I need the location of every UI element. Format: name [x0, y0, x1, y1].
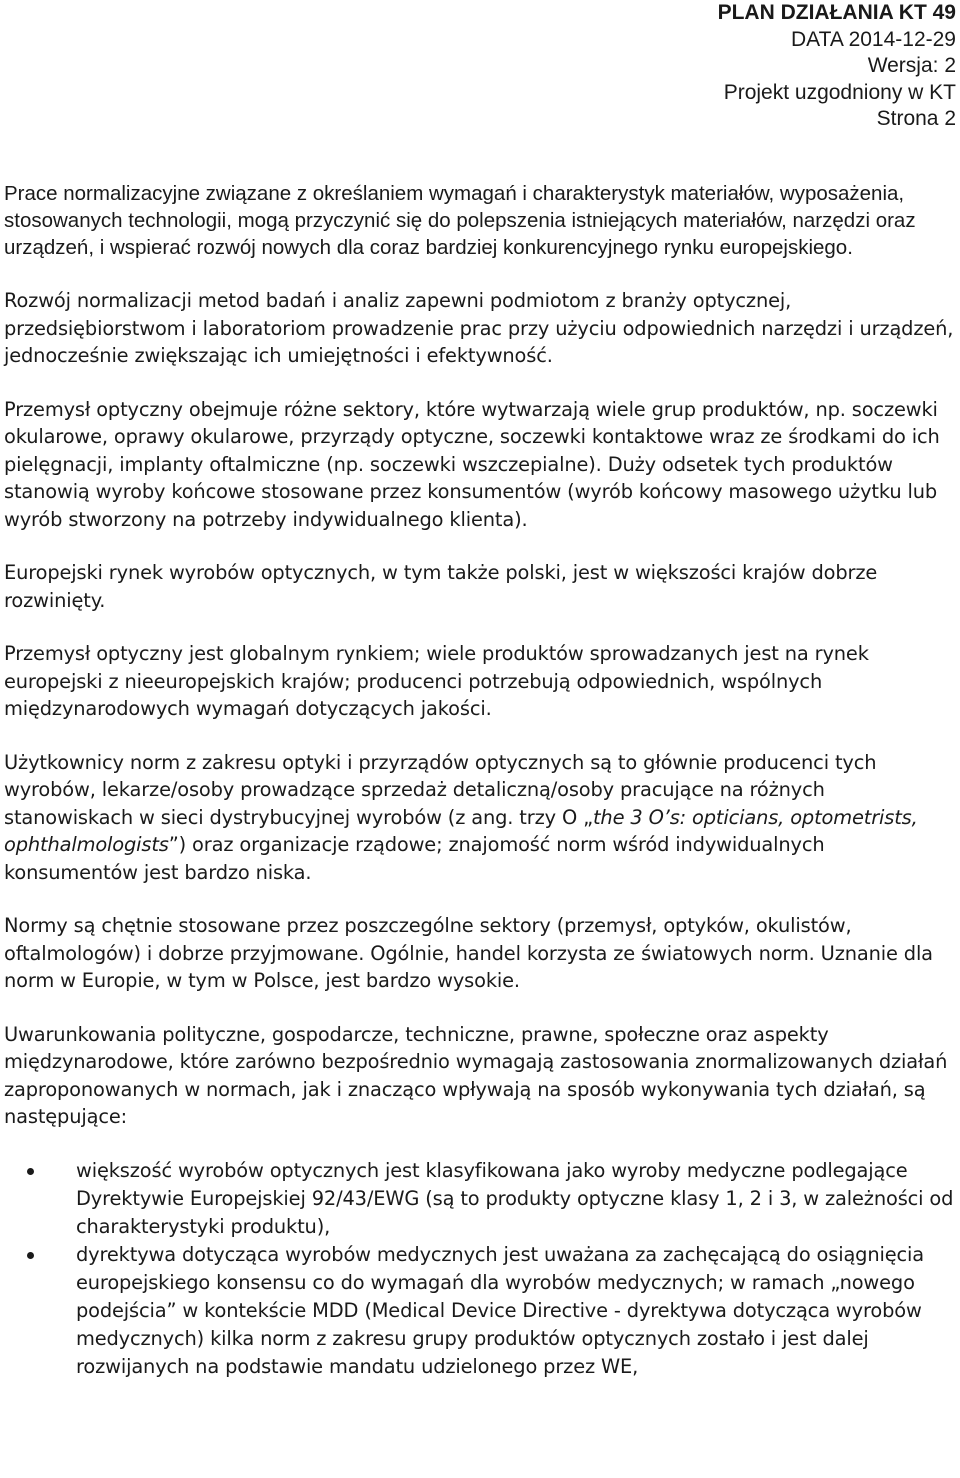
bullet-icon [27, 1252, 34, 1259]
document-body [4, 180, 958, 1381]
paragraph-standard-users-part2: ”) oraz organizacje rządowe; znajomość norm wśród indywidualnych konsumentów jest bardzo niska. [4, 833, 825, 884]
bullet-icon [27, 1168, 34, 1175]
list-item [4, 1157, 958, 1241]
paragraph-standardization-work: Prace normalizacyjne związane z określaniem wymagań i charakterystyk materiałów, wyposażenia, stosowanych technologii, mogą przyczynić się do polepszenia istniejących materiałów, narzędzi oraz urządzeń, i wspierać rozwój nowych dla coraz bardziej konkurencyjnego rynku europejskiego. [4, 182, 916, 259]
document-status: Projekt uzgodniony w KT [723, 80, 956, 104]
paragraph-test-methods: Rozwój normalizacji metod badań i analiz zapewni podmiotom z branży optycznej, przedsiębiorstwom i laboratoriom prowadzenie prac przy użyciu odpowiednich narzędzi i urządzeń, jednocześnie zwiększając ich umiejętności i efektywność. [4, 289, 954, 367]
list-item [4, 1241, 958, 1381]
paragraph-standard-users [4, 749, 958, 887]
list-item-text: dyrektywa dotycząca wyrobów medycznych jest uważana za zachęcającą do osiągnięcia europejskiego konsensu co do wymagań dla wyrobów medycznych; w ramach „nowego podejścia” w kontekście MDD (Medical Device Directive - dyrektywa dotycząca wyrobów medycznych) kilka norm z zakresu grupy produktów optycznych zostało i jest dalej rozwijanych na podstawie mandatu udzielonego przez WE, [76, 1242, 924, 1378]
paragraph-standard-adoption: Normy są chętnie stosowane przez poszczególne sektory (przemysł, optyków, okulistów, oftalmologów) i dobrze przyjmowane. Ogólnie, handel korzysta ze światowych norm. Uznanie dla norm w Europie, w tym w Polsce, jest bardzo wysokie. [4, 914, 933, 992]
paragraph-optical-industry-sectors: Przemysł optyczny obejmuje różne sektory, które wytwarzają wiele grup produktów, np. soczewki okularowe, oprawy okularowe, przyrządy optyczne, soczewki kontaktowe wraz ze środkami do ich pielęgnacji, implanty oftalmiczne (np. soczewki wszczepialne). Duży odsetek tych produktów stanowią wyroby końcowe stosowane przez konsumentów (wyrób końcowy masowego użytku lub wyrób stworzony na potrzeby indywidualnego klienta). [4, 397, 940, 531]
document-version: Wersja: 2 [867, 54, 956, 77]
paragraph-global-market: Przemysł optyczny jest globalnym rynkiem; wiele produktów sprowadzanych jest na rynek europejski z nieeuropejskich krajów; producenci potrzebują odpowiednich, wspólnych międzynarodowych wymagań dotyczących jakości. [4, 642, 869, 720]
list-item-text: większość wyrobów optycznych jest klasyfikowana jako wyroby medyczne podlegające Dyrektywie Europejskiej 92/43/EWG (są to produkty optyczne klasy 1, 2 i 3, w zależności od charakterystyki produktu), [76, 1158, 954, 1238]
page-number: Strona 2 [876, 107, 956, 130]
paragraph-european-market: Europejski rynek wyrobów optycznych, w tym także polski, jest w większości krajów dobrze rozwinięty. [4, 561, 878, 612]
document-header [718, 0, 956, 133]
document-date: DATA 2014-12-29 [791, 27, 956, 51]
conditions-list [4, 1157, 958, 1381]
paragraph-conditions-intro: Uwarunkowania polityczne, gospodarcze, techniczne, prawne, społeczne oraz aspekty międzynarodowe, które zarówno bezpośrednio wymagają zastosowania znormalizowanych działań zaproponowanych w normach, jak i znacząco wpływają na sposób wykonywania tych działań, są następujące: [4, 1022, 948, 1128]
paragraph-standard-users-part1: Użytkownicy norm z zakresu optyki i przyrządów optycznych są to głównie producenci tych wyrobów, lekarze/osoby prowadzące sprzedaż detaliczną/osoby pracujące na różnych stanowiskach w sieci dystrybucyjnej wyrobów (z ang. trzy O „ [4, 750, 877, 829]
paragraph-standard-users-italic: the 3 O’s: opticians, optometrists, ophthalmologists [4, 805, 918, 856]
document-title: PLAN DZIAŁANIA KT 49 [717, 1, 956, 24]
